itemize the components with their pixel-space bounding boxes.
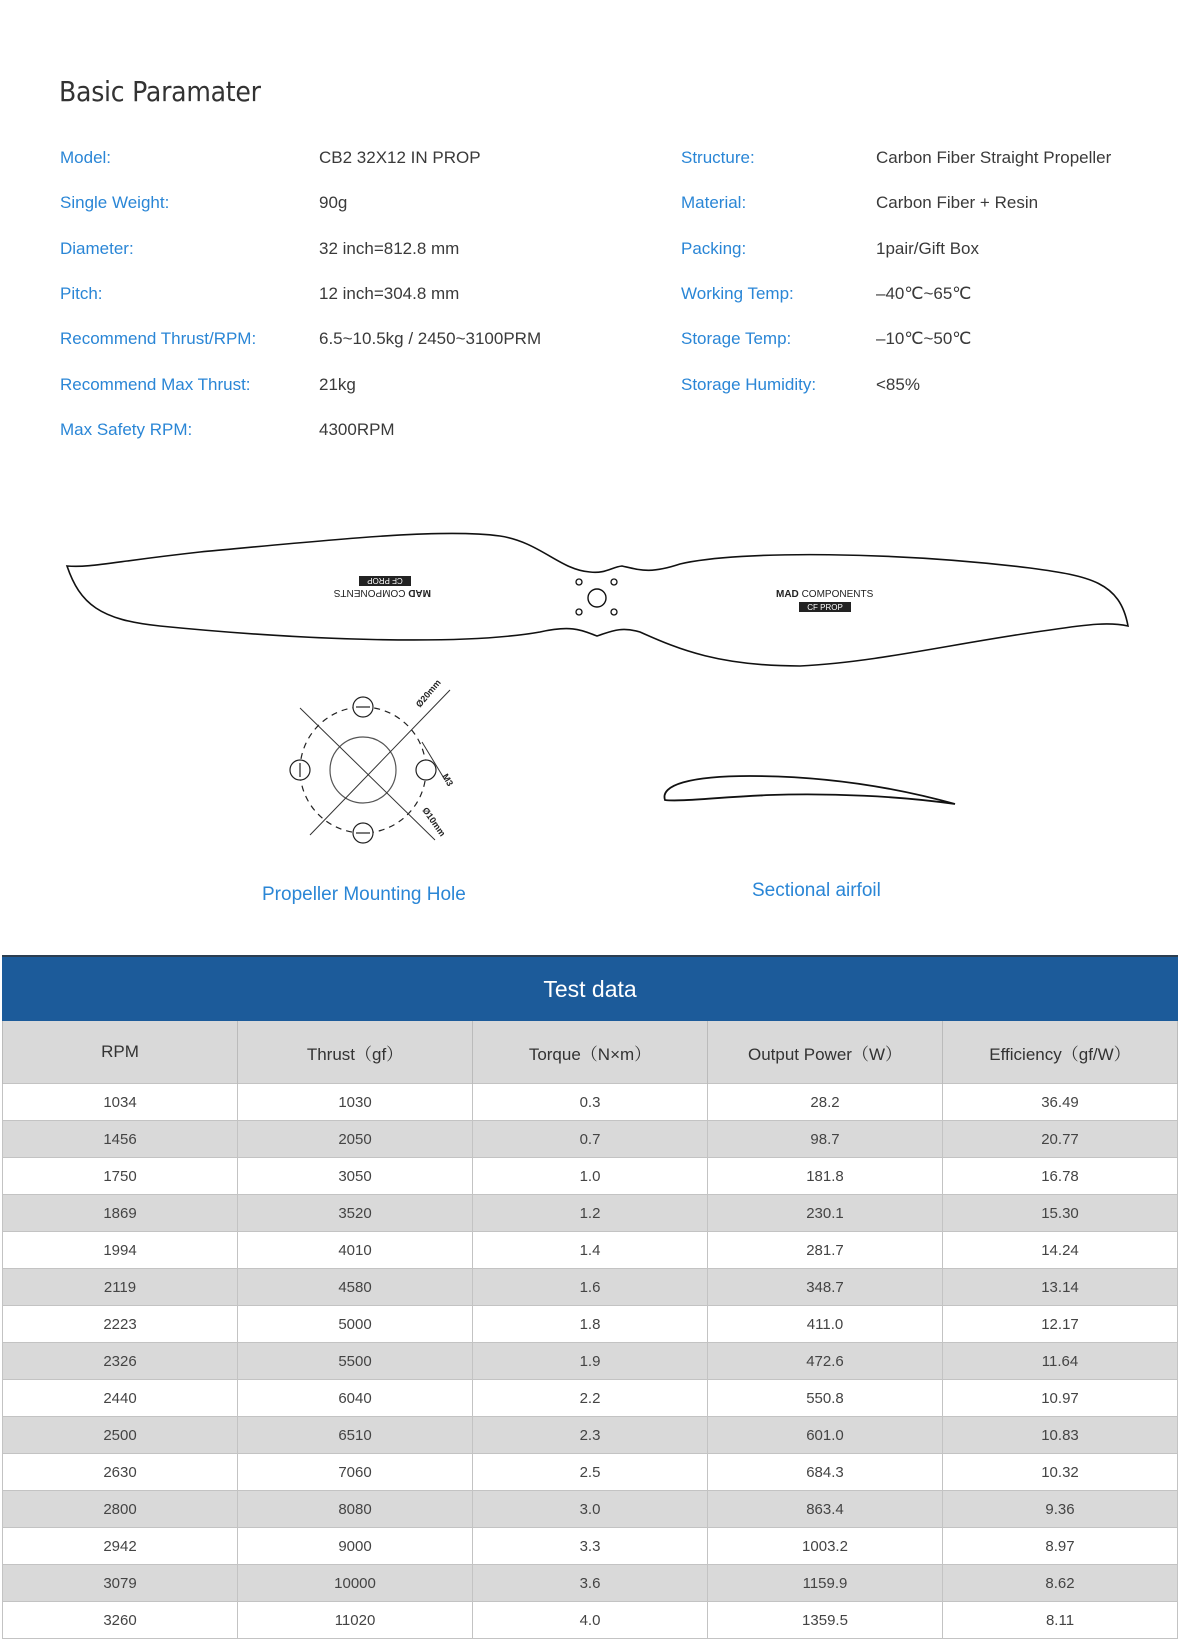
table-cell: 5500 [238,1343,473,1380]
table-cell: 3260 [3,1602,238,1639]
table-cell: 2.2 [473,1380,708,1417]
table-cell: 2500 [3,1417,238,1454]
table-cell: 1.4 [473,1232,708,1269]
table-cell: 4010 [238,1232,473,1269]
table-cell: 863.4 [708,1491,943,1528]
table-cell: 0.3 [473,1084,708,1121]
param-label: Model: [60,148,112,167]
table-row [3,1343,1178,1380]
table-cell: 1750 [3,1158,238,1195]
table-row [3,1417,1178,1454]
page-title: Basic Paramater [59,74,261,108]
table-row [3,1084,1178,1121]
table-cell: 7060 [238,1454,473,1491]
table-cell: 10.97 [943,1380,1178,1417]
table-cell: 348.7 [708,1269,943,1306]
table-header-row [3,1021,1178,1084]
table-cell: 20.77 [943,1121,1178,1158]
param-value: CB2 32X12 IN PROP [319,148,481,167]
caption-mounting-hole: Propeller Mounting Hole [262,884,466,905]
brand-bold: MAD [408,587,431,598]
table-cell: 2942 [3,1528,238,1565]
brand-light: COMPONENTS [801,589,874,600]
table-cell: 2630 [3,1454,238,1491]
table-cell: 1456 [3,1121,238,1158]
table-cell: 4580 [238,1269,473,1306]
table-title: Test data [2,955,1178,1021]
table-cell: 2119 [3,1269,238,1306]
table-cell: 28.2 [708,1084,943,1121]
table-cell: 2050 [238,1121,473,1158]
table-cell: 10.32 [943,1454,1178,1491]
column-header: RPM [3,1021,238,1084]
table-cell: 10000 [238,1565,473,1602]
param-label: Recommend Max Thrust: [60,375,251,394]
param-value: 90g [319,193,348,212]
test-data-table [2,955,1178,1639]
table-cell: 0.7 [473,1121,708,1158]
table-cell: 4.0 [473,1602,708,1639]
table-cell: 1.0 [473,1158,708,1195]
table-cell: 3.6 [473,1565,708,1602]
airfoil-drawing [650,760,970,820]
table-cell: 601.0 [708,1417,943,1454]
table-cell: 3520 [238,1195,473,1232]
table-cell: 472.6 [708,1343,943,1380]
table-row [3,1380,1178,1417]
table-cell: 8.62 [943,1565,1178,1602]
table-cell: 11020 [238,1602,473,1639]
table-cell: 98.7 [708,1121,943,1158]
param-value: –10℃~50℃ [876,329,972,348]
param-label: Material: [681,193,747,212]
param-label: Recommend Thrust/RPM: [60,329,257,348]
table-cell: 5000 [238,1306,473,1343]
table-cell: 16.78 [943,1158,1178,1195]
table-cell: 230.1 [708,1195,943,1232]
table-cell: 411.0 [708,1306,943,1343]
table-cell: 3079 [3,1565,238,1602]
param-label: Pitch: [60,284,103,303]
table-cell: 2.3 [473,1417,708,1454]
table-cell: 6040 [238,1380,473,1417]
table-cell: 1994 [3,1232,238,1269]
table-cell: 2800 [3,1491,238,1528]
table-cell: 6510 [238,1417,473,1454]
param-label: Structure: [681,148,755,167]
screw-label: M3 [440,772,456,788]
param-label: Single Weight: [60,193,170,212]
table-row [3,1454,1178,1491]
mounting-hole-diagram [270,670,470,870]
table-row [3,1195,1178,1232]
table-cell: 8.97 [943,1528,1178,1565]
param-value: Carbon Fiber + Resin [876,193,1039,212]
caption-airfoil: Sectional airfoil [752,880,881,901]
column-header: Thrust（gf） [238,1021,473,1084]
table-cell: 11.64 [943,1343,1178,1380]
table-cell: 3.3 [473,1528,708,1565]
table-row [3,1602,1178,1639]
table-cell: 3050 [238,1158,473,1195]
table-cell: 1359.5 [708,1602,943,1639]
param-label: Storage Humidity: [681,375,817,394]
propeller-drawing [0,500,1180,680]
table-row [3,1232,1178,1269]
table-cell: 1.9 [473,1343,708,1380]
table-row [3,1158,1178,1195]
table-cell: 1.6 [473,1269,708,1306]
param-value: 1pair/Gift Box [876,239,979,258]
table-cell: 3.0 [473,1491,708,1528]
table-cell: 1003.2 [708,1528,943,1565]
brand-light: COMPONENTS [333,587,406,598]
column-header: Output Power（W） [708,1021,943,1084]
param-label: Diameter: [60,239,134,258]
table-cell: 8080 [238,1491,473,1528]
outer-dim-label: Ø20mm [413,677,443,710]
table-cell: 2440 [3,1380,238,1417]
param-value: 32 inch=812.8 mm [319,239,460,258]
propeller-outline [67,533,1128,666]
svg-text:MAD COMPONENTS [776,589,874,600]
param-label: Working Temp: [681,284,794,303]
table-cell: 10.83 [943,1417,1178,1454]
table-cell: 281.7 [708,1232,943,1269]
table-cell: 1869 [3,1195,238,1232]
table-cell: 684.3 [708,1454,943,1491]
table-cell: 8.11 [943,1602,1178,1639]
table-cell: 1159.9 [708,1565,943,1602]
param-value: 12 inch=304.8 mm [319,284,460,303]
table-row [3,1565,1178,1602]
table-cell: 12.17 [943,1306,1178,1343]
inner-dim-label: Ø10mm [420,805,448,839]
table-cell: 14.24 [943,1232,1178,1269]
table-row [3,1491,1178,1528]
table-cell: 36.49 [943,1084,1178,1121]
param-label: Storage Temp: [681,329,792,348]
param-value: 6.5~10.5kg / 2450~3100PRM [319,329,542,348]
table-body [3,1084,1178,1639]
table-row [3,1269,1178,1306]
cf-prop-badge: CF PROP [807,603,843,612]
table-cell: 2326 [3,1343,238,1380]
table-cell: 15.30 [943,1195,1178,1232]
table-cell: 1.2 [473,1195,708,1232]
param-label: Packing: [681,239,747,258]
table-cell: 1030 [238,1084,473,1121]
param-value: 4300RPM [319,420,395,439]
table-cell: 9.36 [943,1491,1178,1528]
column-header: Efficiency（gf/W） [943,1021,1178,1084]
param-value: <85% [876,375,920,394]
table-cell: 2223 [3,1306,238,1343]
column-header: Torque（N×m） [473,1021,708,1084]
table-cell: 1034 [3,1084,238,1121]
table-cell: 1.8 [473,1306,708,1343]
param-value: Carbon Fiber Straight Propeller [876,148,1112,167]
param-value: –40℃~65℃ [876,284,972,303]
cf-prop-badge: CF PROP [367,576,403,585]
param-label: Max Safety RPM: [60,420,193,439]
table-row [3,1121,1178,1158]
brand-bold: MAD [776,589,799,600]
table-cell: 9000 [238,1528,473,1565]
param-value: 21kg [319,375,356,394]
svg-text:MAD COMPONENTS [333,587,431,598]
table-cell: 181.8 [708,1158,943,1195]
table-row [3,1306,1178,1343]
table-cell: 2.5 [473,1454,708,1491]
table-cell: 550.8 [708,1380,943,1417]
table-cell: 13.14 [943,1269,1178,1306]
table-row [3,1528,1178,1565]
